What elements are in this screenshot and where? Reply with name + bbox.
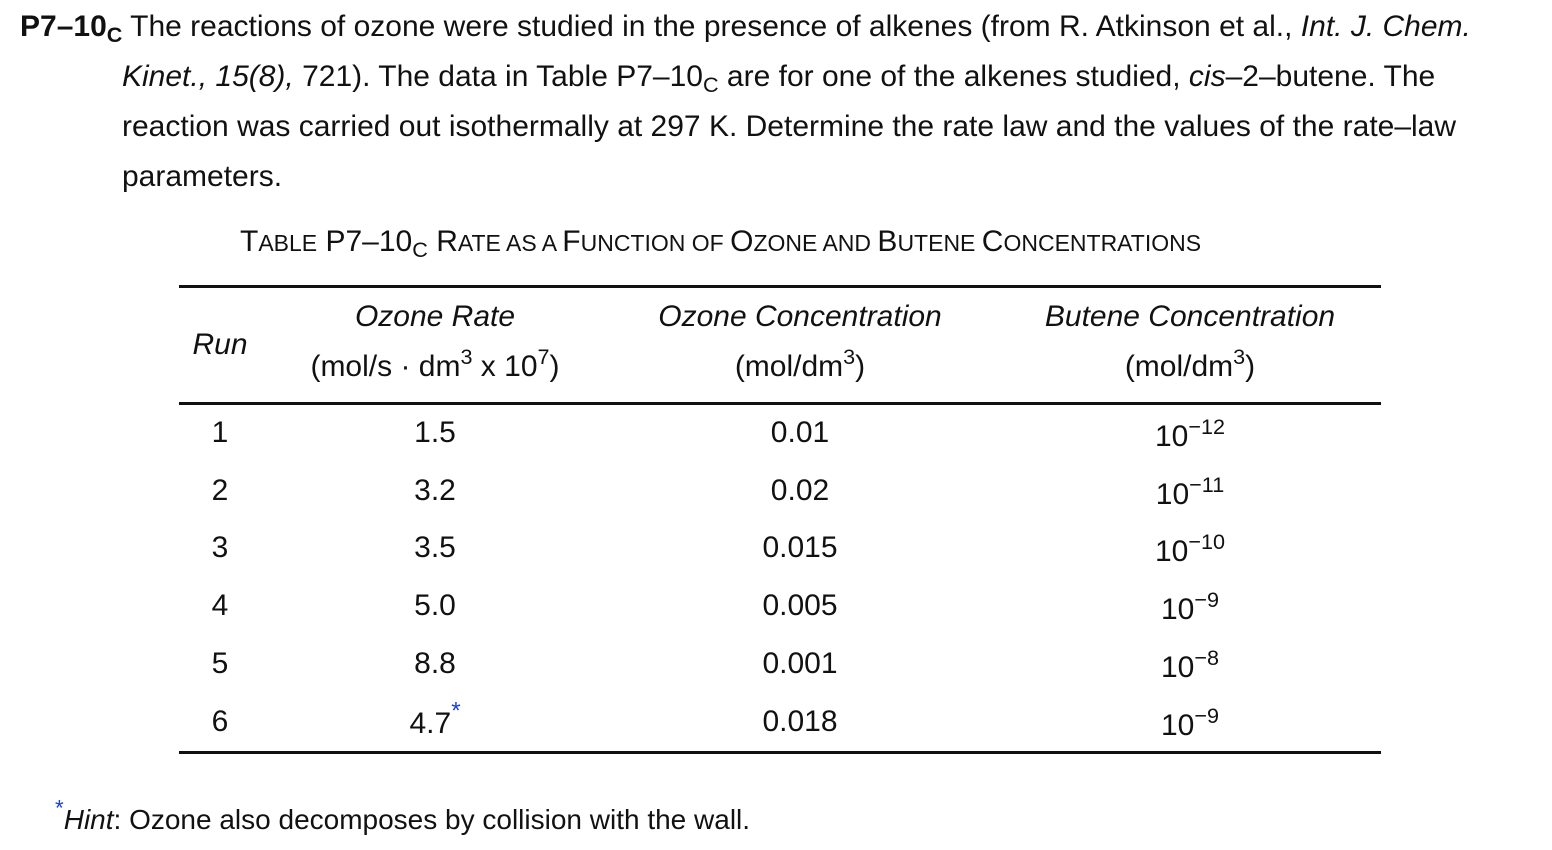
cell-run: 1 [211, 416, 229, 449]
footnote-hint [55, 795, 751, 840]
cell-run: 4 [211, 589, 229, 622]
hint-marker: * [451, 697, 461, 725]
cell-ozone: 0.02 [770, 474, 830, 507]
table-caption: TABLE $P7-10_C$ RATE AS A FUNCTION OF OZONE AND BUTENE CONCENTRATIONS [240, 225, 1202, 263]
cell-ozone: 0.001 [762, 647, 838, 680]
cell-butene: $10^{-11}$ [1155, 472, 1225, 511]
cell-run: 3 [211, 531, 229, 564]
cell-butene: $10^{-9}$ [1161, 587, 1219, 626]
table-top-rule [179, 285, 1381, 288]
cell-rate: 8.8 [414, 647, 456, 680]
cell-rate: 5.0 [414, 589, 456, 622]
cell-butene: $10^{-9}$ [1161, 703, 1219, 742]
header-ozone-unit: $(mol/dm^3)$ [734, 344, 866, 383]
footnote-label: Hint [63, 804, 114, 835]
problem-text-3: are for one of the alkenes studied, [718, 60, 1189, 93]
header-butene-title: Butene Concentration [1044, 300, 1336, 333]
problem-statement [20, 2, 1530, 202]
cell-run: 5 [211, 647, 229, 680]
footnote-text: : Ozone also decomposes by collision with the wall. [113, 804, 751, 835]
cell-rate: 1.5 [414, 416, 456, 449]
cell-rate: 4.7* [409, 697, 461, 740]
problem-id: $P7-10_C$ [20, 10, 123, 48]
citation-journal: Int. J. Chem. Kinet., 15(8), [122, 10, 1471, 93]
table-ref-subscript: C [702, 72, 719, 98]
cell-run: 6 [211, 705, 229, 738]
alkene-italic: cis [1188, 60, 1226, 93]
cell-ozone: 0.005 [762, 589, 838, 622]
cell-ozone: 0.01 [770, 416, 830, 449]
table-header-rule [179, 402, 1381, 405]
cell-butene: $10^{-8}$ [1161, 645, 1219, 684]
header-run: Run [192, 328, 248, 361]
cell-rate: 3.5 [414, 531, 456, 564]
header-rate-unit: ($mol/s \cdot dm^3$ x $10^7$) [310, 344, 560, 383]
header-ozone-title: Ozone Concentration [658, 300, 942, 333]
table-bottom-rule [179, 751, 1381, 754]
cell-run: 2 [211, 474, 229, 507]
header-rate-title: Ozone Rate [354, 300, 516, 333]
cell-rate: 3.2 [414, 474, 456, 507]
problem-text-4: –2–butene. The reaction was carried out isothermally at 297 K. Determine the rate law and the values of the rate–law parameters. [122, 60, 1457, 193]
footnote-marker: * [55, 795, 64, 821]
cell-butene: $10^{-12}$ [1154, 414, 1225, 453]
header-butene-unit: $(mol/dm^3)$ [1124, 344, 1256, 383]
problem-text-2: 721). The data in Table P7–10 [293, 60, 703, 93]
problem-text-1: The reactions of ozone were studied in the presence of alkenes (from R. Atkinson et al., [122, 10, 1301, 43]
cell-butene: $10^{-10}$ [1154, 529, 1225, 568]
cell-ozone: 0.015 [762, 531, 838, 564]
cell-ozone: 0.018 [762, 705, 838, 738]
